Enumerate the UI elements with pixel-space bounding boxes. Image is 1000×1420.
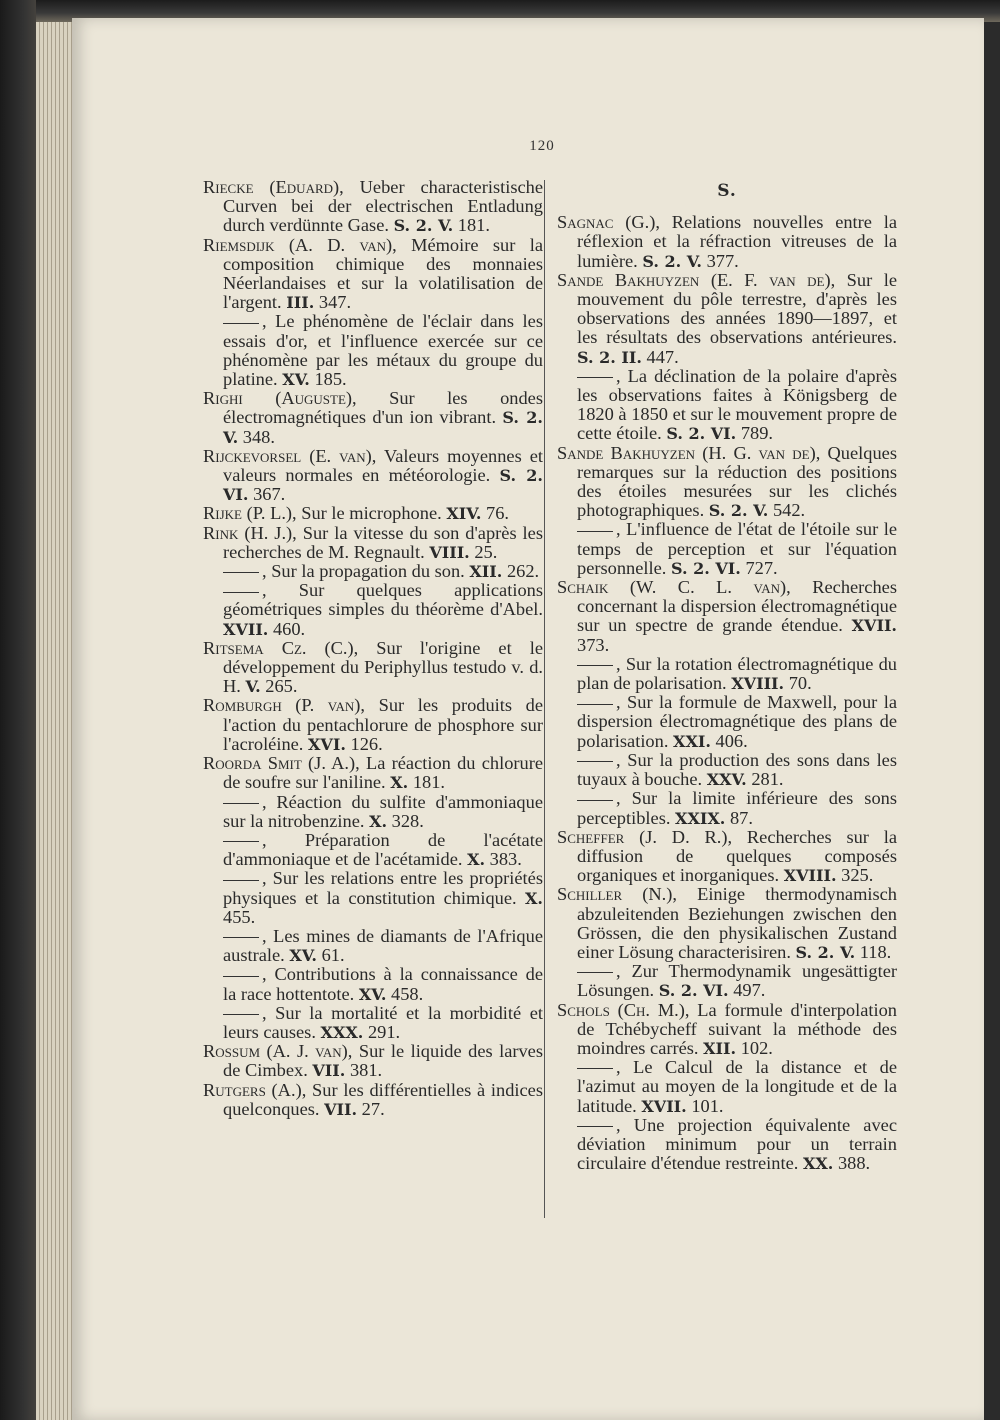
page-reference: 102. (736, 1037, 773, 1058)
page-reference: 265. (260, 676, 298, 697)
index-entry (203, 389, 543, 447)
entry-title: , Sur les relations entre les propriétés physiques et la constitution chimique. (223, 868, 543, 908)
volume-reference: XXV. (706, 770, 747, 790)
entry-title: , Sur la rotation électromagnétique du plan de polarisation. (577, 653, 897, 694)
index-entry (557, 789, 897, 827)
entry-title: , Sur la limite inférieure des sons perceptibles. (577, 788, 897, 828)
page-reference: 377. (701, 250, 739, 271)
volume-reference: S. 2. VI. (666, 424, 737, 444)
ditto-dash (577, 665, 613, 666)
page-reference: 455. (223, 906, 256, 927)
page-reference: 383. (485, 849, 522, 870)
page-reference: 61. (317, 945, 345, 966)
author-name: Romburgh (P. van), (203, 695, 366, 716)
author-name: Schols (Ch. M.), (557, 999, 690, 1020)
author-name: Rijke (P. L.), (203, 503, 297, 524)
volume-reference: S. 2. V. (393, 216, 454, 236)
index-entry (203, 178, 543, 236)
ditto-dash (223, 976, 259, 977)
entry-title: Sur les produits de l'action du pentachlorure de phosphore sur l'acroléine. (223, 695, 543, 754)
ditto-dash (223, 880, 259, 881)
entry-title: Sur les différentielles à indices quelconques. (223, 1079, 543, 1119)
entry-title: Sur l'origine et le développement du Periphyllus testudo v. d. H. (223, 637, 543, 697)
page-reference: 458. (386, 983, 424, 1004)
page-reference: 367. (248, 484, 286, 505)
index-entry (203, 869, 543, 927)
entry-title: La formule d'interpolation de Tchébycheff suivant la méthode des moindres carrés. (577, 999, 897, 1058)
page-reference: 262. (502, 561, 540, 582)
index-entry (203, 927, 543, 965)
page-reference: 447. (641, 346, 679, 367)
index-entry (203, 562, 543, 581)
volume-reference: V. (245, 677, 261, 697)
index-entry (557, 655, 897, 693)
ditto-dash (223, 937, 259, 938)
entry-title: Sur le liquide des larves de Cimbex. (223, 1041, 544, 1081)
volume-reference: XVI. (308, 734, 346, 754)
ditto-dash (577, 972, 613, 973)
index-entry (557, 444, 897, 521)
left-column (203, 178, 543, 1119)
volume-reference: S. 2. VI. (658, 981, 729, 1001)
entry-title: Sur les ondes électromagnétiques d'un ion vibrant. (223, 388, 543, 428)
volume-reference: S. 2. V. (795, 942, 856, 962)
page-reference: 27. (357, 1098, 385, 1119)
entry-title: , Zur Thermodynamik ungesättigter Lösungen. (577, 961, 897, 1001)
entry-title: Quelques remarques sur la réduction des positions des étoiles mesurées sur les clichés photographiques. (577, 442, 897, 521)
volume-reference: X. (525, 888, 543, 908)
page-reference: 542. (768, 500, 806, 521)
author-name: Riecke (Eduard), (203, 177, 344, 197)
entry-title: Sur le microphone. (296, 503, 447, 524)
author-name: Sagnac (G.), (557, 212, 660, 233)
index-entry (557, 1058, 897, 1116)
author-name: Schaik (W. C. L. van), (557, 577, 791, 598)
author-name: Schiller (N.), (557, 884, 677, 905)
author-name: Ritsema Cz. (C.), (203, 637, 359, 658)
author-name: Rutgers (A.), (203, 1079, 307, 1100)
volume-reference: VII. (324, 1099, 358, 1119)
volume-reference: S. 2. VI. (223, 466, 543, 505)
page-reference: 76. (481, 503, 509, 524)
entry-title: Sur le mouvement du pôle terrestre, d'après les observations des années 1890—1897, et les résultats des observations antérieures. (577, 269, 897, 348)
index-entry (557, 367, 897, 444)
entry-title: Ueber characteristische Curven bei der electrischen Entladung durch verdünnte Gase. (223, 177, 543, 236)
index-entry (203, 524, 543, 562)
right-column (557, 178, 897, 1173)
index-entry (203, 504, 543, 523)
index-entry (203, 312, 543, 389)
entry-title: , Les mines de diamants de l'Afrique australe. (223, 925, 543, 966)
volume-reference: S. 2. V. (223, 408, 543, 447)
index-entry (557, 828, 897, 886)
index-entry (203, 447, 543, 505)
author-name: Scheffer (J. D. R.), (557, 826, 733, 847)
entry-title: Sur la vitesse du son d'après les recherches de M. Regnault. (223, 522, 543, 562)
ditto-dash (577, 377, 613, 378)
page-number: 120 (529, 138, 555, 154)
ditto-dash (223, 1014, 259, 1015)
index-entry (557, 1001, 897, 1059)
index-entry (203, 639, 543, 697)
page-reference: 406. (710, 730, 748, 751)
entry-title: Einige thermodynamisch abzuleitenden Beziehungen zwischen den Grössen, die den physikalischen Zustand einer Lösung characterisiren. (577, 884, 897, 962)
ditto-dash (223, 572, 259, 573)
entry-title: , La déclination de la polaire d'après les observations faites à Königsberg de 1820 à 1850 et sur le mouvement propre de cette étoile. (577, 365, 897, 444)
entry-title: , Une projection équivalente avec déviation minimum pour un terrain circulaire d'étendue restreinte. (577, 1114, 897, 1174)
entry-title: , L'influence de l'état de l'étoile sur le temps de perception et sur l'équation personnelle. (577, 519, 897, 578)
page-reference: 185. (309, 369, 347, 390)
entry-title: Recherches concernant la dispersion électromagnétique sur un spectre de grande étendue. (577, 577, 897, 636)
ditto-dash (577, 531, 613, 532)
volume-reference: XVII. (223, 619, 269, 639)
volume-reference: XV. (282, 370, 310, 390)
page-reference: 70. (784, 673, 812, 694)
volume-reference: XV. (289, 946, 317, 966)
volume-reference: III. (286, 293, 315, 313)
entry-title: , Contributions à la connaissance de la race hottentote. (223, 964, 543, 1004)
index-entry (557, 1116, 897, 1174)
column-divider (544, 180, 545, 1218)
volume-reference: XXX. (320, 1022, 364, 1042)
page-reference: 347. (314, 292, 352, 313)
entry-title: , Sur la mortalité et la morbidité et leurs causes. (223, 1002, 543, 1042)
volume-reference: X. (369, 811, 388, 831)
ditto-dash (223, 803, 259, 804)
index-entry (203, 236, 543, 313)
index-entry (557, 271, 897, 367)
index-entry (203, 793, 543, 831)
entry-title: Relations nouvelles entre la réflexion et la réfraction vitreuses de la lumière. (577, 212, 897, 271)
entry-title: Recherches sur la diffusion de quelques composés organiques et inorganiques. (577, 826, 898, 886)
ditto-dash (577, 761, 613, 762)
entry-title: La réaction du chlorure de soufre sur l'aniline. (223, 753, 543, 793)
volume-reference: X. (467, 850, 486, 870)
ditto-dash (577, 1126, 613, 1127)
volume-reference: XVII. (851, 616, 897, 636)
entry-title: , Sur quelques applications géométriques simples du théorème d'Abel. (223, 580, 543, 620)
index-entry (203, 1042, 543, 1080)
book-binding (0, 0, 40, 1420)
page-reference: 460. (268, 618, 306, 639)
index-entry (557, 578, 897, 655)
index-entry (557, 213, 897, 271)
volume-reference: XVIII. (731, 674, 785, 694)
volume-reference: S. 2. V. (642, 251, 702, 271)
author-name: Riemsdijk (A. D. van), (203, 234, 397, 255)
volume-reference: S. 2. VI. (670, 558, 741, 578)
entry-title: , Réaction du sulfite d'ammoniaque sur la nitrobenzine. (223, 791, 543, 831)
volume-reference: S. 2. II. (577, 347, 642, 367)
index-entry (557, 885, 897, 962)
author-name: Rijckevorsel (E. van), (203, 445, 377, 466)
volume-reference: XV. (358, 984, 387, 1004)
page-reference: 325. (836, 865, 874, 886)
volume-reference: VII. (312, 1061, 346, 1081)
page-reference: 328. (387, 810, 424, 831)
page-reference: 291. (363, 1021, 401, 1042)
volume-reference: XXIX. (675, 808, 726, 828)
index-entry (557, 751, 897, 789)
volume-reference: XXI. (673, 731, 711, 751)
page-edges (36, 22, 76, 1420)
author-name: Righi (Auguste), (203, 388, 357, 409)
entry-title: , Sur la formule de Maxwell, pour la dispersion électromagnétique des plans de polarisation. (577, 692, 897, 751)
index-entry (203, 1004, 543, 1042)
page-reference: 126. (345, 733, 383, 754)
volume-reference: VIII. (429, 542, 470, 562)
entry-title: , Le Calcul de la distance et de l'azimut au moyen de la longitude et de la latitude. (577, 1057, 897, 1116)
page-reference: 497. (728, 980, 766, 1001)
ditto-dash (577, 800, 613, 801)
volume-reference: XVIII. (783, 866, 837, 886)
author-name: Rink (H. J.), (203, 522, 297, 543)
entry-title: Valeurs moyennes et valeurs normales en météorologie. (223, 445, 543, 486)
entry-title: , Préparation de l'acétate d'ammoniaque et de l'acétamide. (223, 829, 543, 870)
volume-reference: X. (390, 773, 409, 793)
index-entry (557, 693, 897, 751)
page-reference: 373. (577, 634, 610, 655)
page-reference: 727. (740, 557, 778, 578)
ditto-dash (223, 592, 259, 593)
index-entry (203, 965, 543, 1003)
page-reference: 789. (736, 423, 774, 444)
page-reference: 25. (469, 541, 498, 562)
index-entry (203, 1081, 543, 1119)
entry-title: , Sur la production des sons dans les tuyaux à bouche. (577, 749, 897, 790)
page-reference: 101. (686, 1095, 724, 1116)
page-reference: 87. (725, 807, 753, 828)
volume-reference: XIV. (446, 504, 482, 524)
author-name: Sande Bakhuyzen (E. F. van de), (557, 269, 836, 290)
entry-title: , Le phénomène de l'éclair dans les essais d'or, et l'influence exercée sur ce phénomène par les métaux du groupe du platine. (223, 311, 543, 390)
volume-reference: S. 2. V. (708, 501, 769, 521)
page-reference: 118. (855, 941, 892, 962)
page-reference: 388. (833, 1153, 871, 1174)
ditto-dash (223, 841, 259, 842)
page-reference: 181. (453, 215, 490, 236)
section-letter: S. (717, 181, 737, 201)
ditto-dash (223, 323, 259, 324)
volume-reference: XVII. (641, 1096, 687, 1116)
entry-title: , Sur la propagation du son. (262, 561, 470, 582)
author-name: Sande Bakhuyzen (H. G. van de), (557, 442, 821, 463)
volume-reference: XII. (469, 562, 503, 582)
index-entry (203, 831, 543, 869)
entry-title: Mémoire sur la composition chimique des monnaies Néerlandaises et sur la volatilisation de l'argent. (223, 234, 543, 313)
ditto-dash (577, 704, 613, 705)
right-column-entries (557, 213, 897, 1173)
index-entry (203, 754, 543, 792)
volume-reference: XII. (703, 1038, 737, 1058)
volume-reference: XX. (802, 1154, 834, 1174)
index-entry (557, 520, 897, 578)
page-reference: 281. (746, 769, 784, 790)
author-name: Rossum (A. J. van), (203, 1041, 353, 1062)
page-reference: 381. (345, 1060, 383, 1081)
page-reference: 181. (408, 772, 446, 793)
author-name: Roorda Smit (J. A.), (203, 753, 360, 774)
ditto-dash (577, 1068, 613, 1069)
index-entry (557, 962, 897, 1000)
index-entry (203, 696, 543, 754)
page-reference: 348. (238, 426, 275, 447)
index-entry (203, 581, 543, 639)
